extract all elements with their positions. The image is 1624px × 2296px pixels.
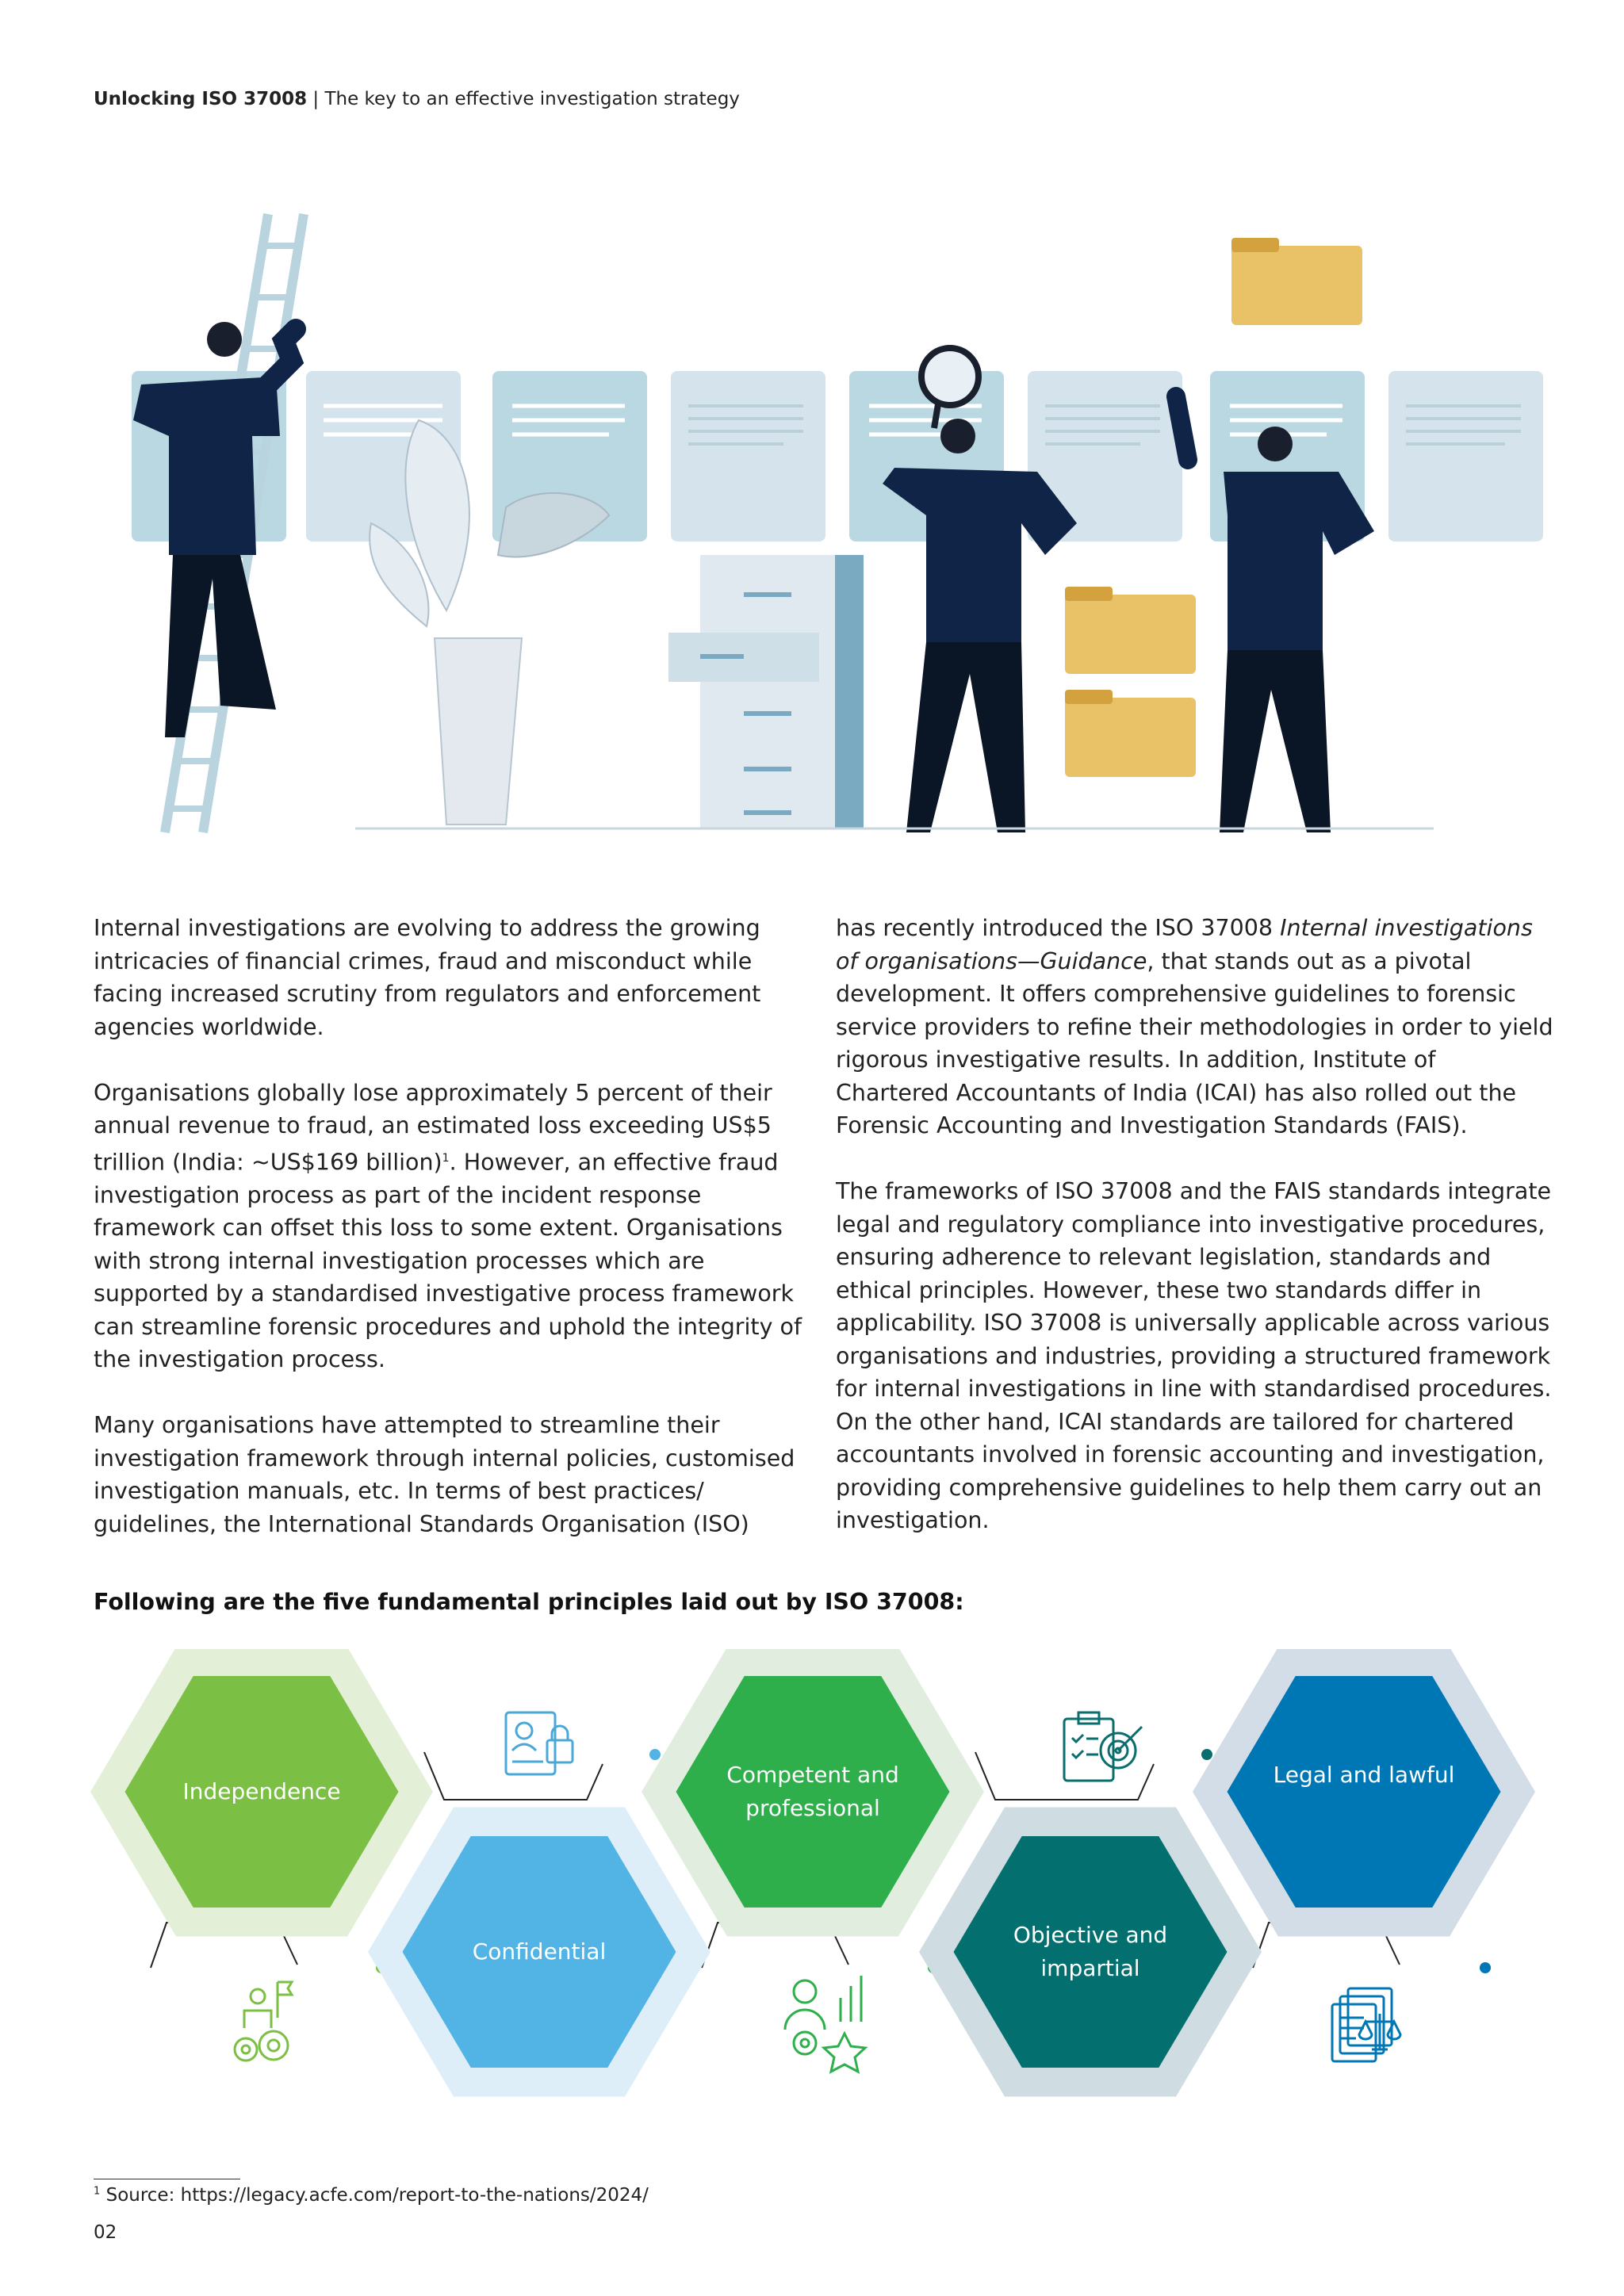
principle-label: Confidential — [472, 1938, 607, 1965]
connector-dot — [1480, 1962, 1491, 1973]
footnote-ref: 1 — [442, 1151, 450, 1165]
body-column-right — [836, 912, 1553, 1570]
header-separator: | — [307, 89, 325, 109]
checklist-target-icon — [1064, 1712, 1142, 1781]
person-gears-icon — [235, 1982, 292, 2061]
header-title: Unlocking ISO 37008 — [94, 89, 308, 109]
user-growth-icon — [785, 1976, 865, 2072]
investigation-illustration — [86, 198, 1545, 848]
connector-line — [424, 1752, 603, 1800]
legal-documents-icon — [1332, 1988, 1400, 2061]
principles-diagram — [87, 1649, 1554, 2125]
connector-dot — [649, 1749, 661, 1760]
connector-dot — [1201, 1749, 1212, 1760]
filing-cabinet — [668, 555, 864, 828]
footnote-text: Source: https://legacy.acfe.com/report-to-the-nations/2024/ — [100, 2185, 649, 2206]
footnote: $^1$ Source: https://legacy.acfe.com/report-to-the-nations/2024/ — [94, 2185, 649, 2206]
principle-label: Objective and impartial — [1013, 1922, 1168, 1981]
principle-label: Legal and lawful — [1273, 1762, 1455, 1788]
header-subtitle: The key to an effective investigation strategy — [324, 89, 740, 109]
page-header — [94, 89, 740, 109]
paragraph: Organisations globally lose approximately 5 percent of their annual revenue to fraud, an estimated loss exceeding US$5 trillion (India: ~US$169 billion)$^1$. However, an effective fraud investigation process as part of the incident response framework can offset this loss to some extent. Organisations with strong internal investigation processes which are supported by a standardised investigative process framework can streamline forensic procedures and uphold the integrity of the investigation process. — [94, 1079, 802, 1372]
document-lock-icon — [506, 1712, 573, 1774]
paragraph: Internal investigations are evolving to address the growing intricacies of financial crimes, fraud and misconduct while facing increased scrutiny from regulators and enforcement agencies worldwide. — [94, 915, 761, 1040]
principle-label: Competent and professional — [726, 1762, 899, 1821]
page-number: 02 — [94, 2222, 117, 2243]
body-column-left — [94, 912, 811, 1574]
paragraph: Many organisations have attempted to streamline their investigation framework through internal policies, customised investigation manuals, etc. In terms of best practices/ guidelines, the International Standards Organisation (ISO) — [94, 1412, 795, 1537]
principle-label: Independence — [182, 1778, 341, 1804]
principles-title: Following are the five fundamental principles laid out by ISO 37008: — [94, 1589, 964, 1615]
standard-title: Internal investigations of organisations—Guidance — [836, 915, 1533, 974]
paragraph: has recently introduced the ISO 37008 Internal investigations of organisations—Guidance, that stands out as a pivotal development. It offers comprehensive guidelines to forensic service providers to refine their methodologies in order to yield rigorous investigative results. In addition, Institute of Chartered Accountants of India (ICAI) has also rolled out the Forensic Accounting and Investigation Standards (FAIS). — [836, 915, 1553, 1138]
paragraph: The frameworks of ISO 37008 and the FAIS standards integrate legal and regulatory compliance into investigative procedures, ensuring adherence to relevant legislation, standards and ethical principles. However, these two standards differ in applicability. ISO 37008 is universally applicable across various organisations and industries, providing a structured framework for internal investigations in line with standardised procedures. On the other hand, ICAI standards are tailored for chartered accountants involved in forensic accounting and investigation, providing comprehensive guidelines to help them carry out an investigation. — [836, 1178, 1552, 1533]
